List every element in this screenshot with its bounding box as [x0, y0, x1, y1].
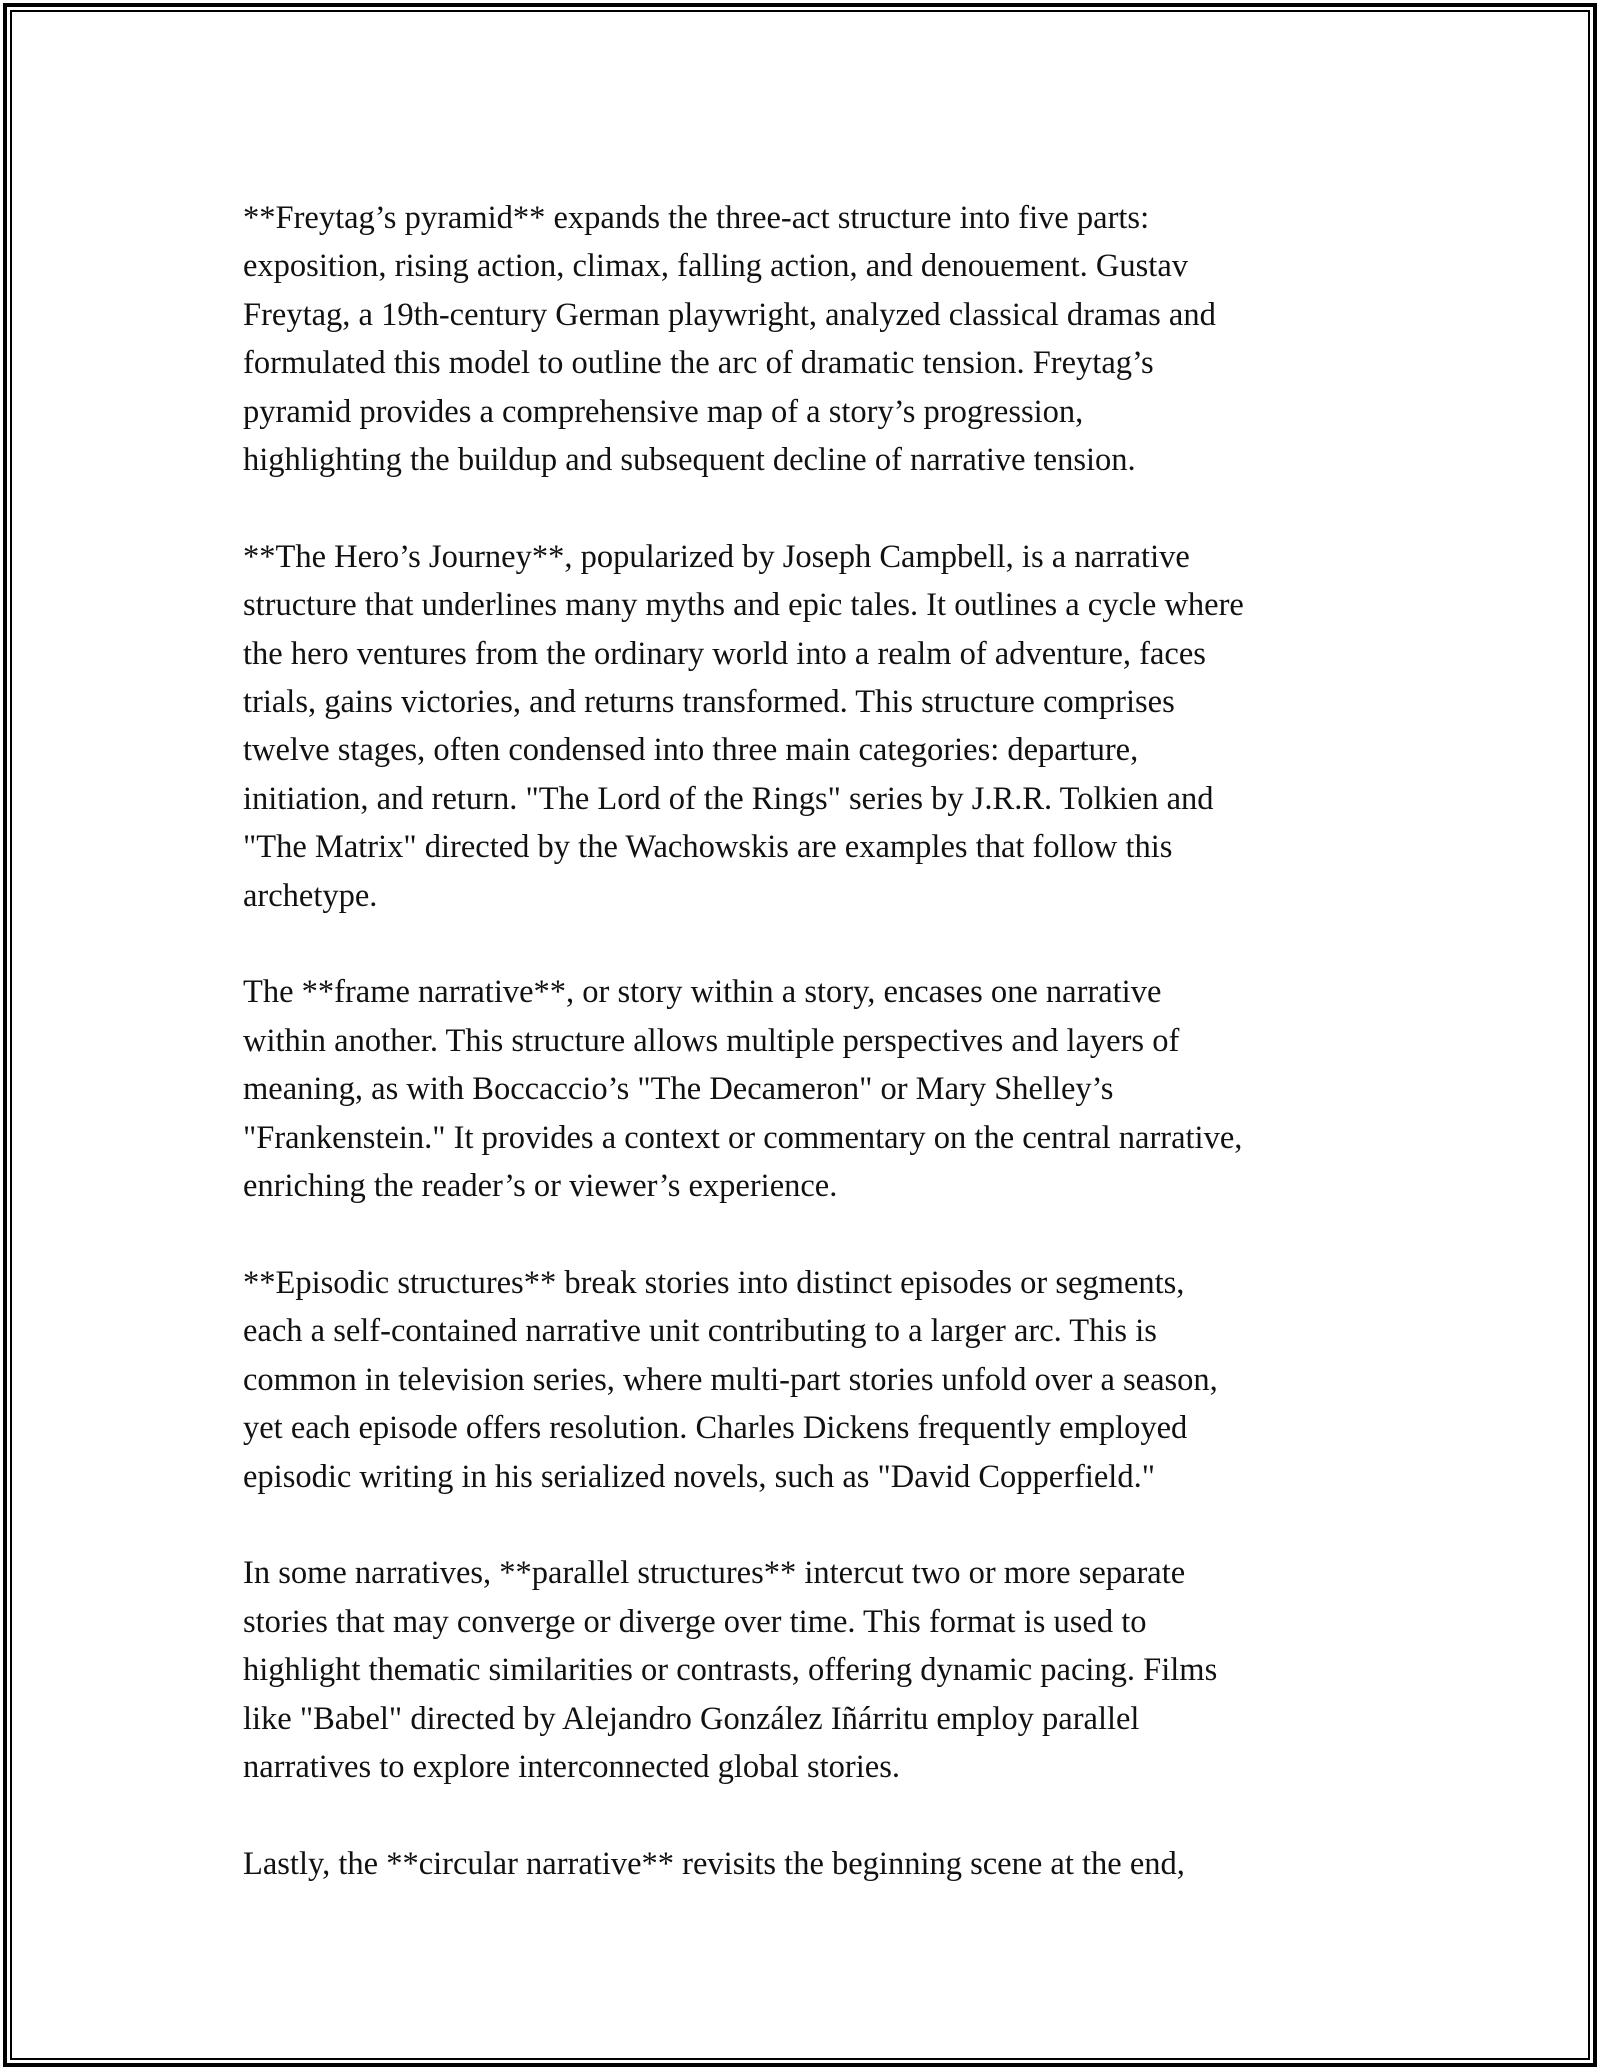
paragraph-circular-narrative — [243, 1840, 1403, 1888]
text-line: within another. This structure allows multiple perspectives and layers of — [243, 1022, 1180, 1059]
text-line: initiation, and return. "The Lord of the Rings" series by J.R.R. Tolkien and — [243, 780, 1214, 817]
paragraph-frame-narrative — [243, 968, 1403, 1210]
paragraph-heros-journey — [243, 533, 1403, 920]
text-line: the hero ventures from the ordinary world into a realm of adventure, faces — [243, 635, 1206, 672]
text-line: exposition, rising action, climax, falling action, and denouement. Gustav — [243, 248, 1188, 285]
text-line: formulated this model to outline the arc of dramatic tension. Freytag’s — [243, 345, 1154, 382]
text-line: archetype. — [243, 877, 378, 914]
text-line: highlighting the buildup and subsequent decline of narrative tension. — [243, 442, 1136, 479]
text-line: enriching the reader’s or viewer’s experience. — [243, 1168, 838, 1205]
text-line: stories that may converge or diverge over time. This format is used to — [243, 1603, 1147, 1640]
text-line: like "Babel" directed by Alejandro González Iñárritu employ parallel — [243, 1700, 1140, 1737]
text-line: "The Matrix" directed by the Wachowskis are examples that follow this — [243, 829, 1173, 866]
text-line: trials, gains victories, and returns transformed. This structure comprises — [243, 684, 1175, 721]
text-line: twelve stages, often condensed into three main categories: departure, — [243, 732, 1139, 769]
page-border — [3, 3, 1597, 2067]
text-line: **Episodic structures** break stories into distinct episodes or segments, — [243, 1264, 1185, 1301]
text-line: Lastly, the **circular narrative** revisits the beginning scene at the end, — [243, 1845, 1185, 1882]
text-line: The **frame narrative**, or story within a story, encases one narrative — [243, 974, 1162, 1011]
text-line: **Freytag’s pyramid** expands the three-act structure into five parts: — [243, 200, 1150, 236]
paragraph-freytag — [243, 194, 1403, 484]
text-line: meaning, as with Boccaccio’s "The Decameron" or Mary Shelley’s — [243, 1071, 1114, 1108]
text-line: episodic writing in his serialized novels, such as "David Copperfield." — [243, 1458, 1155, 1495]
text-line: pyramid provides a comprehensive map of a story’s progression, — [243, 393, 1084, 430]
text-line: Freytag, a 19th-century German playwright, analyzed classical dramas and — [243, 296, 1216, 333]
text-line: "Frankenstein." It provides a context or commentary on the central narrative, — [243, 1119, 1243, 1156]
text-line: structure that underlines many myths and epic tales. It outlines a cycle where — [243, 587, 1244, 624]
text-line: highlight thematic similarities or contrasts, offering dynamic pacing. Films — [243, 1652, 1218, 1689]
document-body — [243, 194, 1403, 1937]
text-line: In some narratives, **parallel structures** intercut two or more separate — [243, 1555, 1186, 1592]
paragraph-parallel-structures — [243, 1549, 1403, 1791]
text-line: common in television series, where multi-part stories unfold over a season, — [243, 1361, 1218, 1398]
text-line: narratives to explore interconnected global stories. — [243, 1748, 900, 1785]
text-line: **The Hero’s Journey**, popularized by Joseph Campbell, is a narrative — [243, 538, 1190, 575]
text-line: yet each episode offers resolution. Charles Dickens frequently employed — [243, 1410, 1188, 1447]
text-line: each a self-contained narrative unit contributing to a larger arc. This is — [243, 1313, 1157, 1350]
paragraph-episodic-structures — [243, 1259, 1403, 1501]
